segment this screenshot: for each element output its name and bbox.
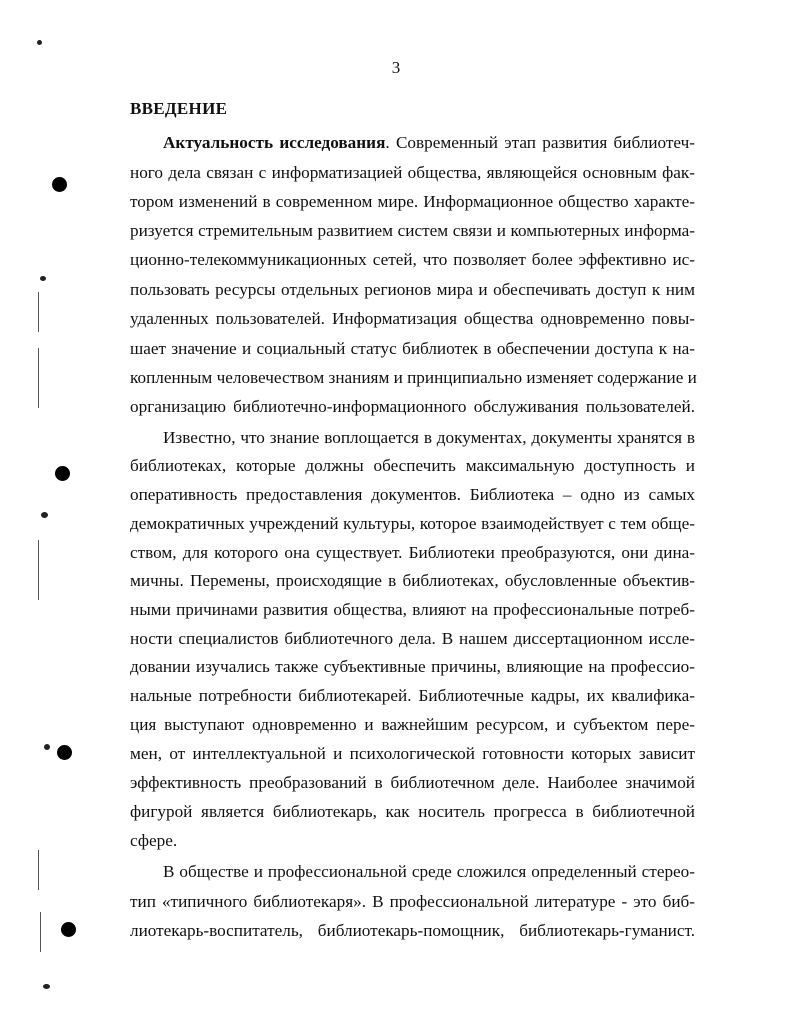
margin-speck [38, 292, 39, 332]
paragraph-line: нальные потребности библиотекарей. Библиотечные кадры, их квалифика- [130, 686, 695, 705]
paragraph-line: тип «типичного библиотекаря». В профессиональной литературе - это биб- [130, 892, 695, 911]
paragraph-line: эффективность преобразований в библиотечном деле. Наиболее значимой [130, 773, 695, 792]
margin-speck [41, 512, 48, 518]
paragraph-line: В обществе и профессиональной среде сложился определенный стерео- [163, 862, 695, 881]
paragraph-line: библиотеках, которые должны обеспечить максимальную доступность и [130, 456, 695, 475]
paragraph-line: удаленных пользователей. Информатизация общества одновременно повы- [130, 309, 695, 328]
paragraph-line: мичны. Перемены, происходящие в библиотеках, обусловленные объектив- [130, 571, 695, 590]
paragraph-line: тором изменений в современном мире. Информационное общество характе- [130, 192, 695, 211]
paragraph-line: ности специалистов библиотечного дела. В нашем диссертационном иссле- [130, 629, 695, 648]
paragraph-line: сфере. [130, 831, 178, 850]
paragraph-line: ством, для которого она существует. Библиотеки преобразуются, они дина- [130, 543, 695, 562]
lead-term: Актуальность исследования [163, 133, 386, 152]
paragraph-line: Актуальность исследования. Современный этап развития библиотеч- [163, 133, 695, 152]
binder-hole [52, 177, 67, 192]
paragraph-line: Известно, что знание воплощается в документах, документы хранятся в [163, 428, 695, 447]
paragraph-line: лиотекарь-воспитатель, библиотекарь-помощник, библиотекарь-гуманист. [130, 921, 695, 940]
margin-speck [38, 850, 39, 890]
binder-hole [55, 466, 70, 481]
margin-speck [40, 912, 41, 952]
paragraph-line: довании изучались также субъективные причины, влияющие на профессио- [130, 657, 695, 676]
paragraph-line: ными причинами развития общества, влияют на профессиональные потреб- [130, 600, 695, 619]
margin-speck [37, 40, 42, 45]
paragraph-line: оперативность предоставления документов. Библиотека – одно из самых [130, 485, 695, 504]
paragraph-line: мен, от интеллектуальной и психологической готовности которых зависит [130, 744, 695, 763]
paragraph-line: ция выступают одновременно и важнейшим ресурсом, и субъектом пере- [130, 715, 695, 734]
paragraph-line: организацию библиотечно-информационного обслуживания пользователей. [130, 397, 695, 416]
margin-speck [44, 744, 50, 750]
section-heading: ВВЕДЕНИЕ [130, 99, 228, 118]
binder-hole [61, 922, 76, 937]
paragraph-line: копленным человечеством знаниям и принципиально изменяет содержание и [130, 368, 697, 387]
margin-speck [38, 540, 39, 600]
binder-hole [57, 745, 72, 760]
paragraph-line: фигурой является библиотекарь, как носитель прогресса в библиотечной [130, 802, 695, 821]
paragraph-line: ционно-телекоммуникационных сетей, что позволяет более эффективно ис- [130, 250, 695, 269]
paragraph-line: шает значение и социальный статус библиотек в обеспечении доступа к на- [130, 339, 695, 358]
paragraph-line: демократичных учреждений культуры, которое взаимодействует с тем обще- [130, 514, 695, 533]
paragraph-line: пользовать ресурсы отдельных регионов мира и обеспечивать доступ к ним [130, 280, 695, 299]
paragraph-line: ного дела связан с информатизацией общества, являющейся основным фак- [130, 163, 695, 182]
margin-speck [40, 276, 46, 281]
margin-speck [38, 348, 39, 408]
margin-speck [43, 984, 50, 989]
paragraph-line: ризуется стремительным развитием систем связи и компьютерных информа- [130, 221, 695, 240]
page-number: 3 [391, 58, 401, 77]
